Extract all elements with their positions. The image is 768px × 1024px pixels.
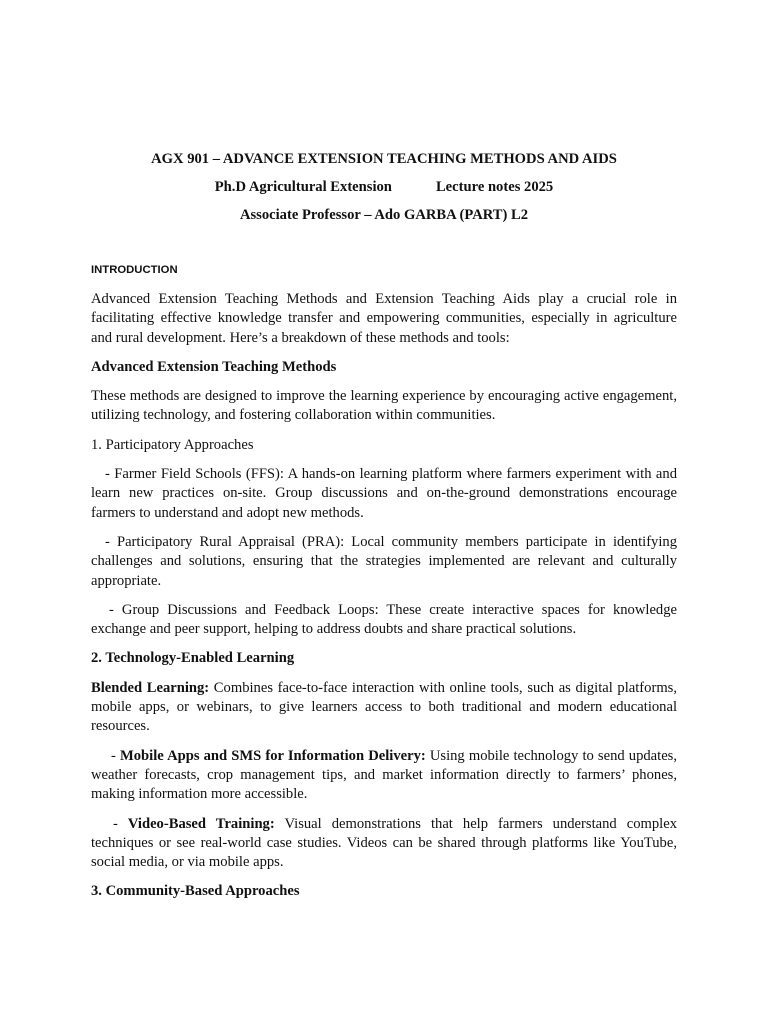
program-name: Ph.D Agricultural Extension (214, 179, 392, 195)
video-training-label: Video-Based Training: (127, 815, 275, 832)
methods-heading: Advanced Extension Teaching Methods (91, 358, 337, 375)
video-training-text: Visual demonstrations that help farmers understand complex techniques or see real-world case studies. Videos can be shared through platforms like YouTube, social media, or via mobile apps. (91, 815, 677, 871)
mobile-apps-text: Using mobile technology to send updates, weather forecasts, crop management tips, and market information directly to farmers’ phones, making information more accessible. (91, 747, 678, 803)
ffs-paragraph: - Farmer Field Schools (FFS): A hands-on learning platform where farmers experiment with and learn new practices on-site. Group discussions and on-the-ground demonstrations encourage farmers to understand and adopt new methods. (91, 466, 677, 521)
document-page (91, 150, 677, 912)
video-training-paragraph (91, 815, 677, 873)
author-line: Associate Professor – Ado GARBA (PART) L2 (239, 207, 529, 223)
methods-paragraph: These methods are designed to improve the learning experience by encouraging active engagement, utilizing technology, and fostering collaboration within communities. (91, 388, 677, 424)
community-heading: 3. Community-Based Approaches (91, 883, 300, 900)
mobile-apps-paragraph (91, 747, 677, 805)
group-discussion-paragraph: - Group Discussions and Feedback Loops: These create interactive spaces for knowledge exchange and peer support, helping to address doubts and share practical solutions. (91, 601, 677, 638)
blended-learning-text: Combines face-to-face interaction with online tools, such as digital platforms, mobile apps, or webinars, to give learners access to both traditional and modern educational resources. (91, 679, 678, 735)
blended-learning-label: Blended Learning: (91, 679, 210, 696)
introduction-heading: INTRODUCTION (91, 264, 178, 276)
program-line (91, 178, 677, 197)
technology-heading: 2. Technology-Enabled Learning (91, 650, 295, 667)
course-title: AGX 901 – ADVANCE EXTENSION TEACHING METHODS AND AIDS (151, 151, 617, 167)
pra-paragraph: - Participatory Rural Appraisal (PRA): Local community members participate in identifying challenges and solutions, ensuring that the strategies implemented are relevant and culturally appropriate. (91, 533, 677, 589)
blended-learning-paragraph (91, 679, 677, 737)
participatory-heading: 1. Participatory Approaches (91, 436, 254, 453)
mobile-apps-label: Mobile Apps and SMS for Information Delivery: (119, 747, 426, 764)
video-training-prefix: - (113, 815, 128, 832)
mobile-apps-prefix: - (111, 747, 120, 764)
introduction-paragraph: Advanced Extension Teaching Methods and Extension Teaching Aids play a crucial role in facilitating effective knowledge transfer and empowering communities, especially in agriculture and rural development. Here’s a breakdown of these methods and tools: (91, 291, 677, 346)
lecture-notes-label: Lecture notes 2025 (435, 179, 554, 195)
